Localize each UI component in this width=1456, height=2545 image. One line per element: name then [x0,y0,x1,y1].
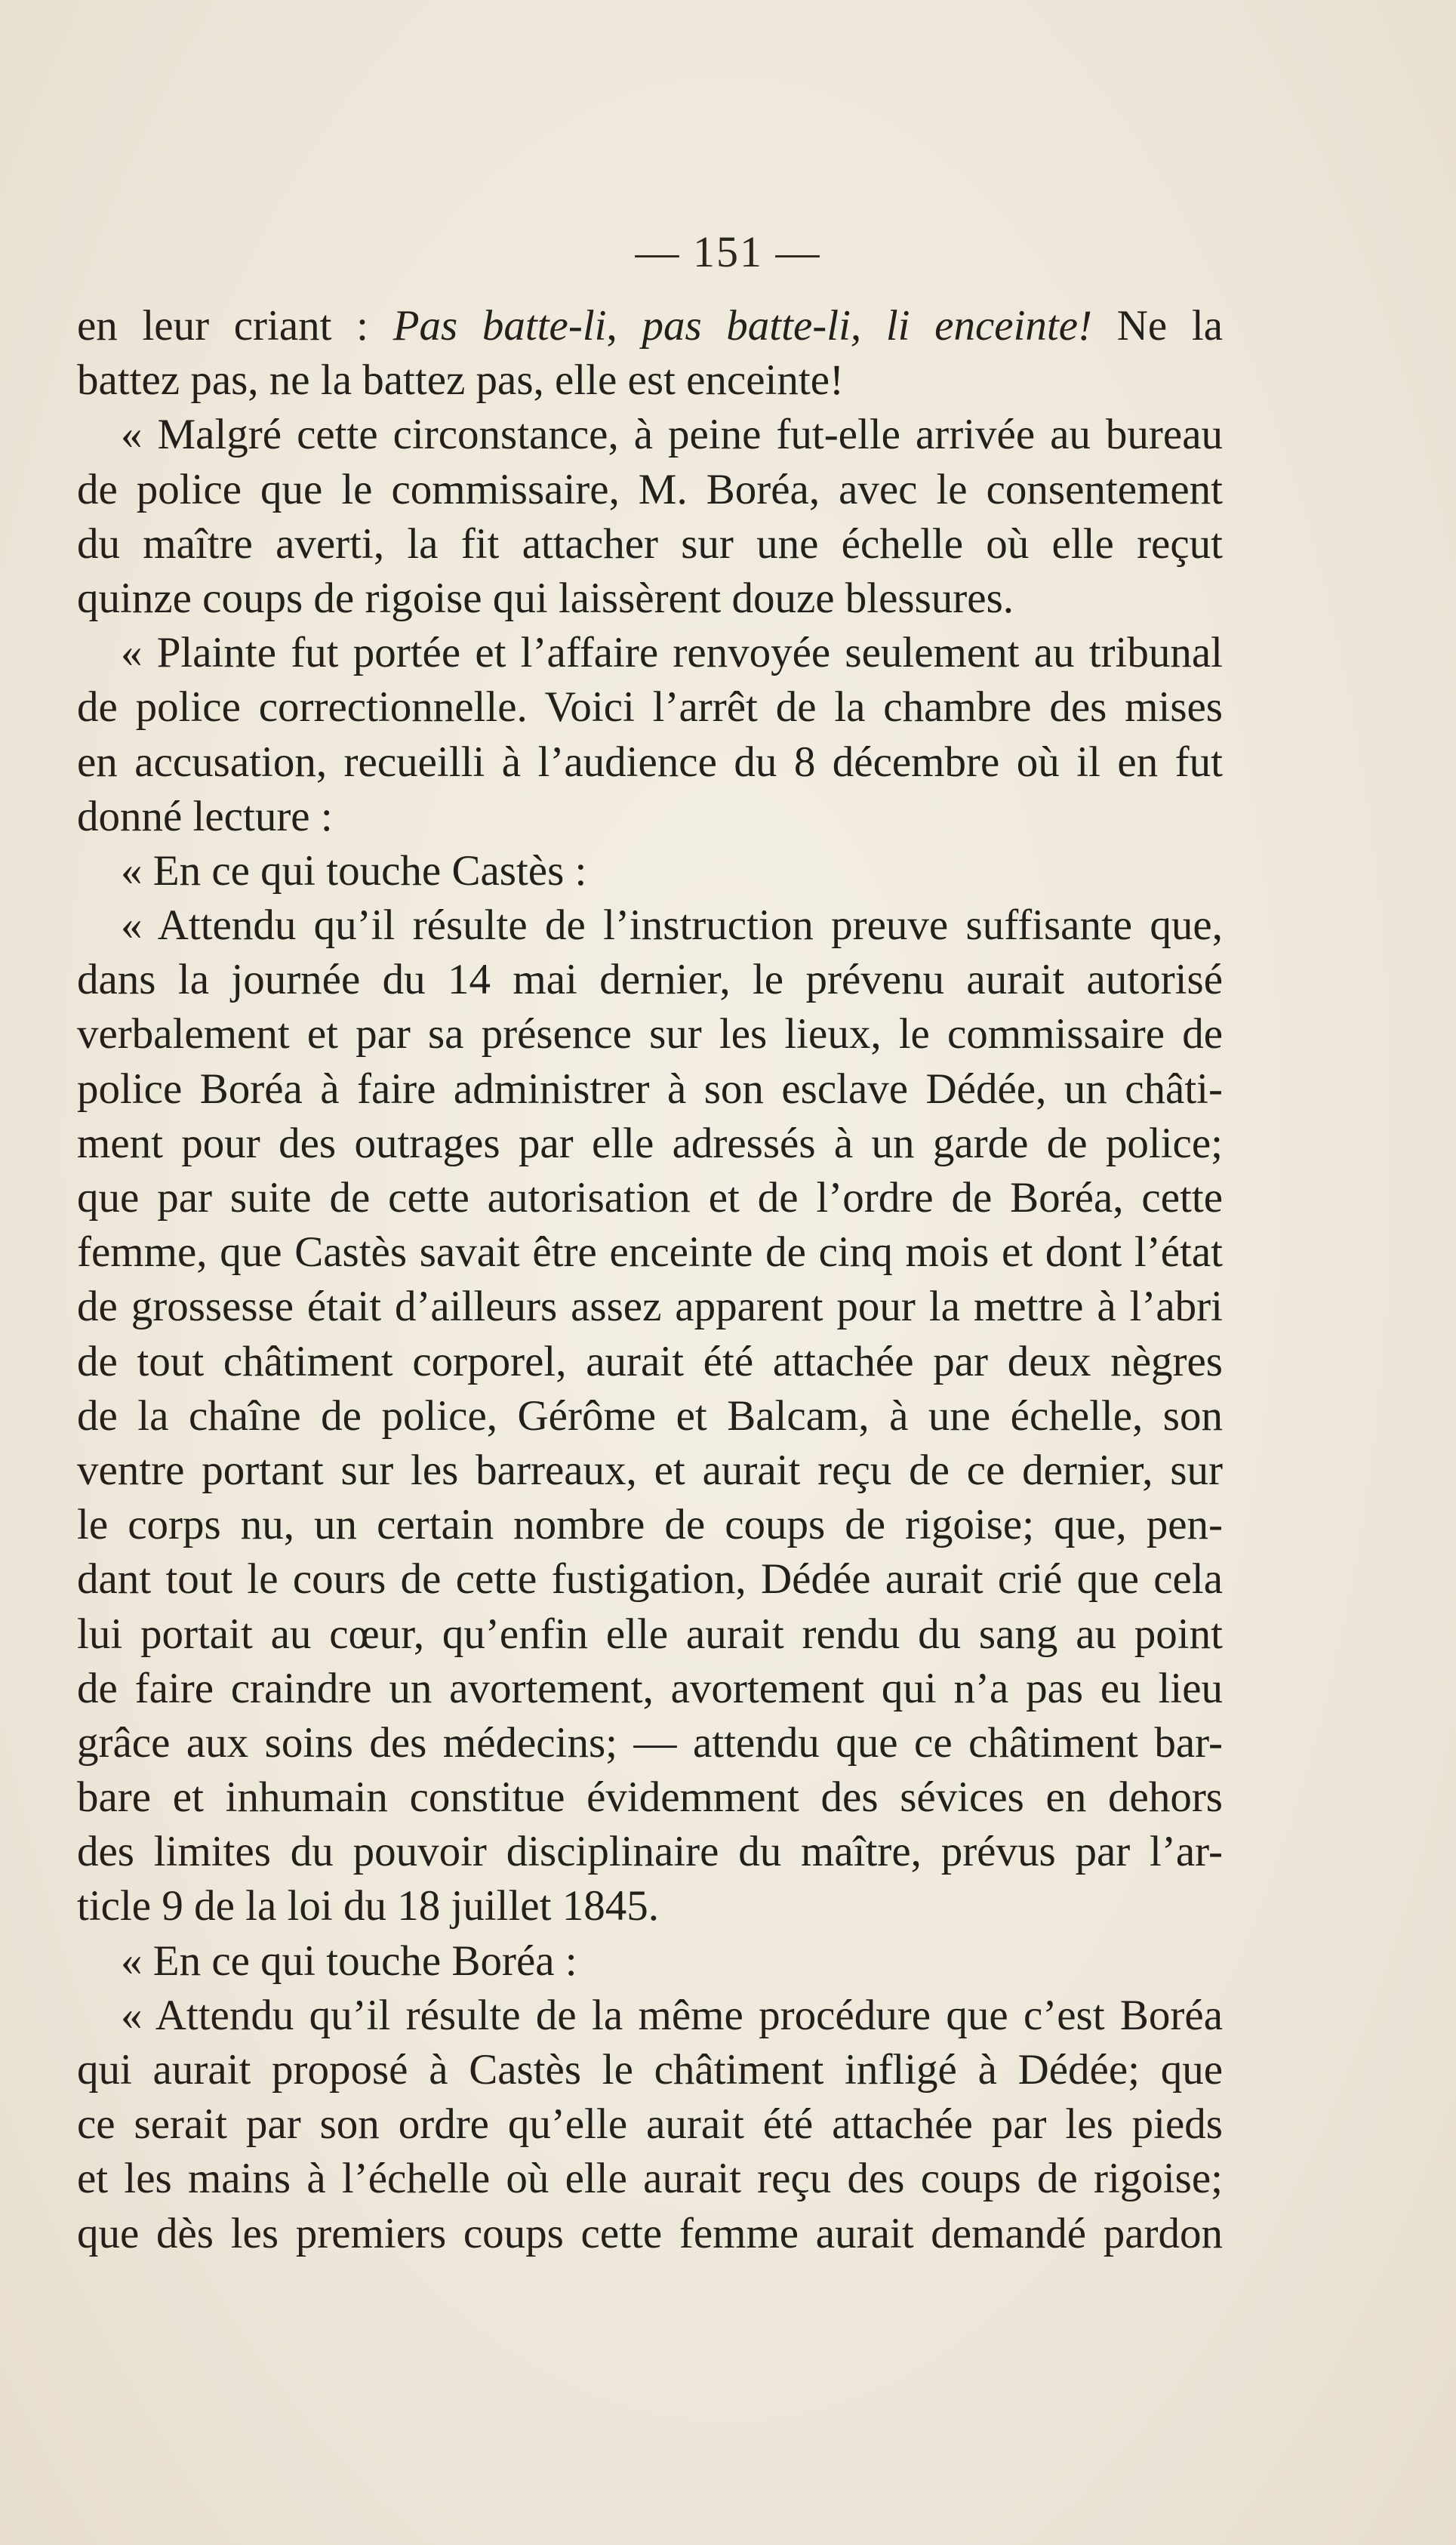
body-text [77,299,1223,2261]
text-line: police Boréa à faire administrer à son esclave Dédée, un châti- [77,1065,1223,1113]
text-line: qui aurait proposé à Castès le châtiment infligé à Dédée; que [77,2046,1223,2094]
text-line: lui portait au cœur, qu’enfin elle aurait rendu du sang au point [77,1610,1223,1658]
page-number: — 151 — [635,227,821,276]
text-line: de police correctionnelle. Voici l’arrêt de la chambre des mises [77,683,1223,732]
text-line: ce serait par son ordre qu’elle aurait été attachée par les pieds [77,2100,1223,2149]
text-line: que dès les premiers coups cette femme aurait demandé pardon [77,2209,1223,2257]
text-line: femme, que Castès savait être enceinte de cinq mois et dont l’état [77,1228,1223,1277]
text-line: ment pour des outrages par elle adressés à un garde de police; [77,1119,1223,1167]
text-line: quinze coups de rigoise qui laissèrent douze blessures. [77,574,1014,622]
text-line: et les mains à l’échelle où elle aurait reçu des coups de rigoise; [77,2155,1223,2203]
text-line: dant tout le cours de cette fustigation, Dédée aurait crié que cela [77,1555,1223,1604]
text-line: donné lecture : [77,792,333,840]
text-line: ticle 9 de la loi du 18 juillet 1845. [77,1882,659,1930]
text-line: que par suite de cette autorisation et de l’ordre de Boréa, cette [77,1174,1223,1222]
text-line: en accusation, recueilli à l’audience du 8 décembre où il en fut [77,738,1223,786]
text-line: verbalement et par sa présence sur les lieux, le commissaire de [77,1010,1223,1058]
text-line: de grossesse était d’ailleurs assez apparent pour la mettre à l’abri [77,1283,1223,1331]
text-fragment: , [606,302,642,350]
text-line: « Attendu qu’il résulte de la même procédure que c’est Boréa [121,1991,1223,2039]
text-line: du maître averti, la fit attacher sur une échelle où elle reçut [77,519,1223,568]
text-line: « En ce qui touche Boréa : [121,1936,577,1985]
text-line: de faire craindre un avortement, avortement qui n’a pas eu lieu [77,1664,1223,1712]
text-line: de police que le commissaire, M. Boréa, avec le consentement [77,465,1223,513]
italic-quote: pas batte-li, li enceinte! [642,302,1093,350]
text-line: bare et inhumain constitue évidemment des sévices en dehors [77,1773,1223,1822]
text-line: le corps nu, un certain nombre de coups de rigoise; que, pen- [77,1501,1223,1549]
text-line [77,299,1223,353]
text-line: de la chaîne de police, Gérôme et Balcam, à une échelle, son [77,1391,1223,1440]
text-fragment: en leur criant : [77,302,393,350]
text-line: battez pas, ne la battez pas, elle est enceinte! [77,356,844,405]
text-line: « Plainte fut portée et l’affaire renvoyée seulement au tribunal [121,629,1223,677]
italic-quote: Pas batte-li [392,302,607,350]
text-line: « Malgré cette circonstance, à peine fut-elle arrivée au bureau [121,411,1223,459]
text-line: grâce aux soins des médecins; — attendu que ce châtiment bar- [77,1718,1223,1767]
text-line: « Attendu qu’il résulte de l’instruction preuve suffisante que, [121,901,1223,950]
text-fragment: Ne la [1092,302,1223,350]
text-line: « En ce qui touche Castès : [121,846,587,895]
text-line: des limites du pouvoir disciplinaire du maître, prévus par l’ar- [77,1828,1223,1876]
text-line: ventre portant sur les barreaux, et aurait reçu de ce dernier, sur [77,1446,1223,1494]
text-line: dans la journée du 14 mai dernier, le prévenu aurait autorisé [77,956,1223,1004]
text-line: de tout châtiment corporel, aurait été attachée par deux nègres [77,1337,1223,1385]
